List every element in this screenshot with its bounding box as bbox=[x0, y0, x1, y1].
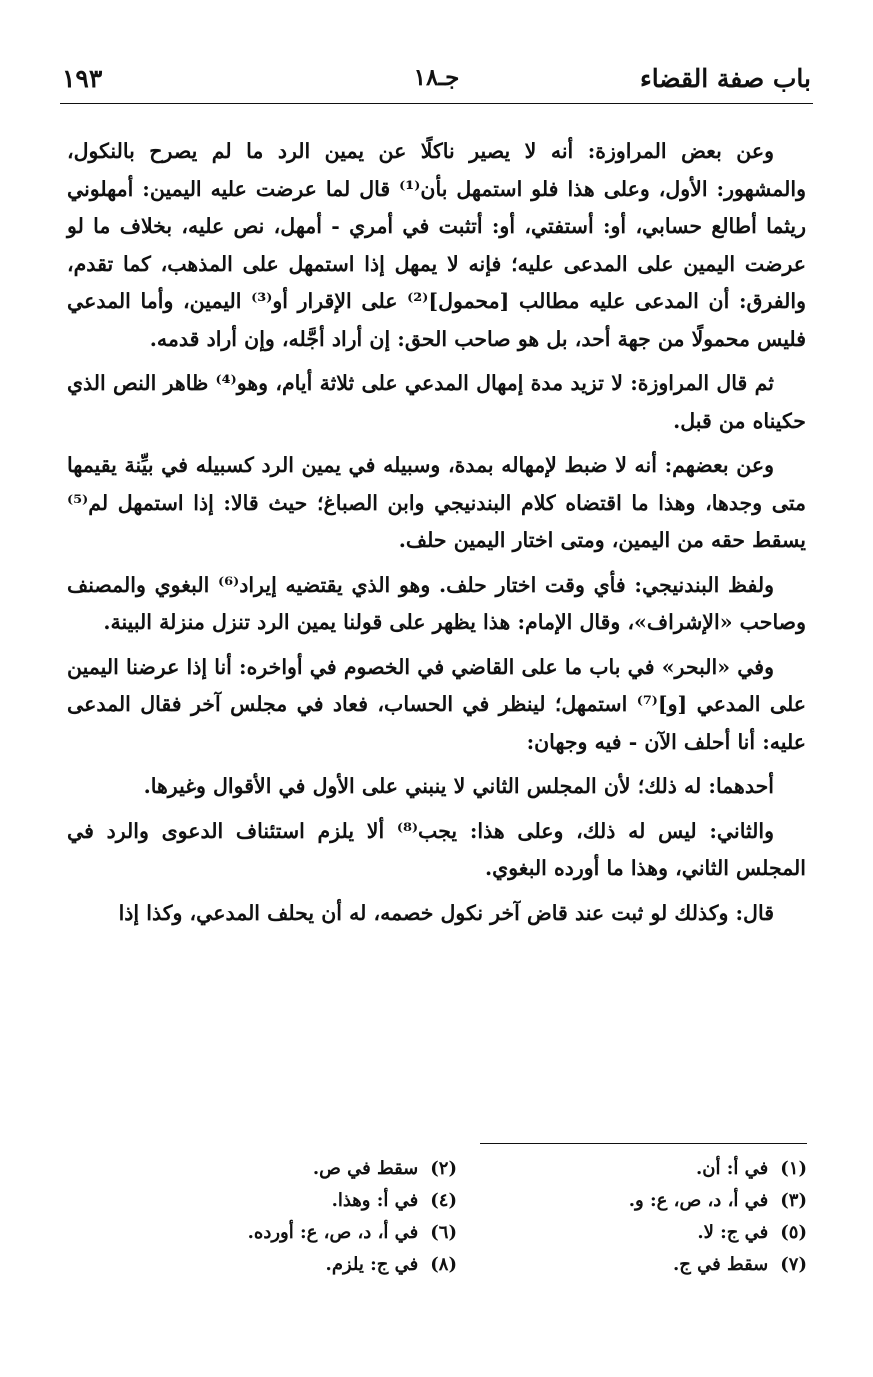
footnote-number: (٨) bbox=[430, 1254, 457, 1275]
footnote-number: (٣) bbox=[780, 1190, 807, 1211]
paragraph: ولفظ البندنيجي: فأي وقت اختار حلف. وهو الذي يقتضيه إيراد⁽⁶⁾ البغوي والمصنف وصاحب «الإشراف»، وقال الإمام: هذا يظهر على قولنا يمين الرد تنزل منزلة البينة. bbox=[67, 572, 806, 634]
page-number: ١٩٣ bbox=[62, 64, 103, 93]
footnote bbox=[457, 1217, 807, 1249]
paragraph: وعن بعضهم: أنه لا ضبط لإمهاله بمدة، وسبيله في يمين الرد كسبيله في بيِّنة يقيمها متى وجدها، وهذا ما اقتضاه كلام البندنيجي وابن الصباغ؛ حيث قالا: إذا استمهل لم⁽⁵⁾ يسقط حقه من اليمين، ومتى اختار اليمين حلف. bbox=[67, 453, 806, 552]
footnote-row bbox=[120, 1153, 807, 1185]
footnote-text: في أ: وهذا. bbox=[331, 1190, 419, 1211]
footnote-text: سقط في ص. bbox=[312, 1158, 419, 1179]
footnote bbox=[120, 1249, 457, 1281]
footnote-number: (٤) bbox=[430, 1190, 457, 1211]
footnote-row bbox=[120, 1249, 807, 1281]
footnote bbox=[120, 1217, 457, 1249]
footnote bbox=[457, 1153, 807, 1185]
paragraph: أحدهما: له ذلك؛ لأن المجلس الثاني لا ينبني على الأول في الأقوال وغيرها. bbox=[143, 774, 774, 798]
footnote-number: (٢) bbox=[430, 1158, 457, 1179]
footnote bbox=[120, 1185, 457, 1217]
header-divider bbox=[60, 103, 813, 104]
paragraph: والثاني: ليس له ذلك، وعلى هذا: يجب⁽⁸⁾ ألا يلزم استئناف الدعوى والرد في المجلس الثاني، وهذا ما أورده البغوي. bbox=[67, 818, 806, 880]
chapter-title: باب صفة القضاء bbox=[639, 64, 811, 93]
footnote-divider bbox=[480, 1143, 807, 1144]
footnote-text: في أ: أن. bbox=[695, 1158, 769, 1179]
footnote-number: (٥) bbox=[780, 1222, 807, 1243]
footnote-number: (١) bbox=[780, 1158, 807, 1179]
footnote-number: (٧) bbox=[780, 1254, 807, 1275]
footnote-row bbox=[120, 1217, 807, 1249]
footnote-row bbox=[120, 1185, 807, 1217]
footnote-text: في ج: يلزم. bbox=[325, 1254, 419, 1275]
volume-label: جـ١٨ bbox=[413, 64, 460, 91]
footnote-text: في أ، د، ص، ع: و. bbox=[628, 1190, 769, 1211]
paragraph: وعن بعض المراوزة: أنه لا يصير ناكلًا عن يمين الرد ما لم يصرح بالنكول، والمشهور: الأول، وعلى هذا فلو استمهل بأن⁽¹⁾ قال لما عرضت عليه اليمين: أمهلوني ريثما أطالع حسابي، أو: أستفتي، أو: أتثبت في أمري - أمهل، نص عليه، بخلاف ما لو عرضت اليمين على المدعى عليه؛ فإنه لا يمهل إذا استمهل على المذهب، كما تقدم، والفرق: أن المدعى عليه مطالب [محمول]⁽²⁾ على الإقرار أو⁽³⁾ اليمين، وأما المدعي فليس محمولًا من جهة أحد، بل هو صاحب الحق: إن أراد أجَّله، وإن أراد قدمه. bbox=[67, 139, 806, 351]
page-header bbox=[60, 58, 813, 100]
footnote-text: في أ، د، ص، ع: أورده. bbox=[247, 1222, 419, 1243]
footnote bbox=[120, 1153, 457, 1185]
footnote-number: (٦) bbox=[430, 1222, 457, 1243]
main-text bbox=[67, 133, 806, 939]
footnote bbox=[457, 1249, 807, 1281]
footnote bbox=[457, 1185, 807, 1217]
paragraph: ثم قال المراوزة: لا تزيد مدة إمهال المدعي على ثلاثة أيام، وهو⁽⁴⁾ ظاهر النص الذي حكيناه من قبل. bbox=[67, 371, 806, 433]
footnote-text: في ج: لا. bbox=[697, 1222, 769, 1243]
footnote-text: سقط في ج. bbox=[672, 1254, 769, 1275]
paragraph: وفي «البحر» في باب ما على القاضي في الخصوم في أواخره: أنا إذا عرضنا اليمين على المدعي [و]⁽⁷⁾ استمهل؛ لينظر في الحساب، فعاد في مجلس آخر فقال المدعى عليه: أنا أحلف الآن - فيه وجهان: bbox=[67, 654, 806, 754]
paragraph: قال: وكذلك لو ثبت عند قاض آخر نكول خصمه، له أن يحلف المدعي، وكذا إذا bbox=[118, 900, 774, 925]
footnotes bbox=[120, 1153, 807, 1281]
